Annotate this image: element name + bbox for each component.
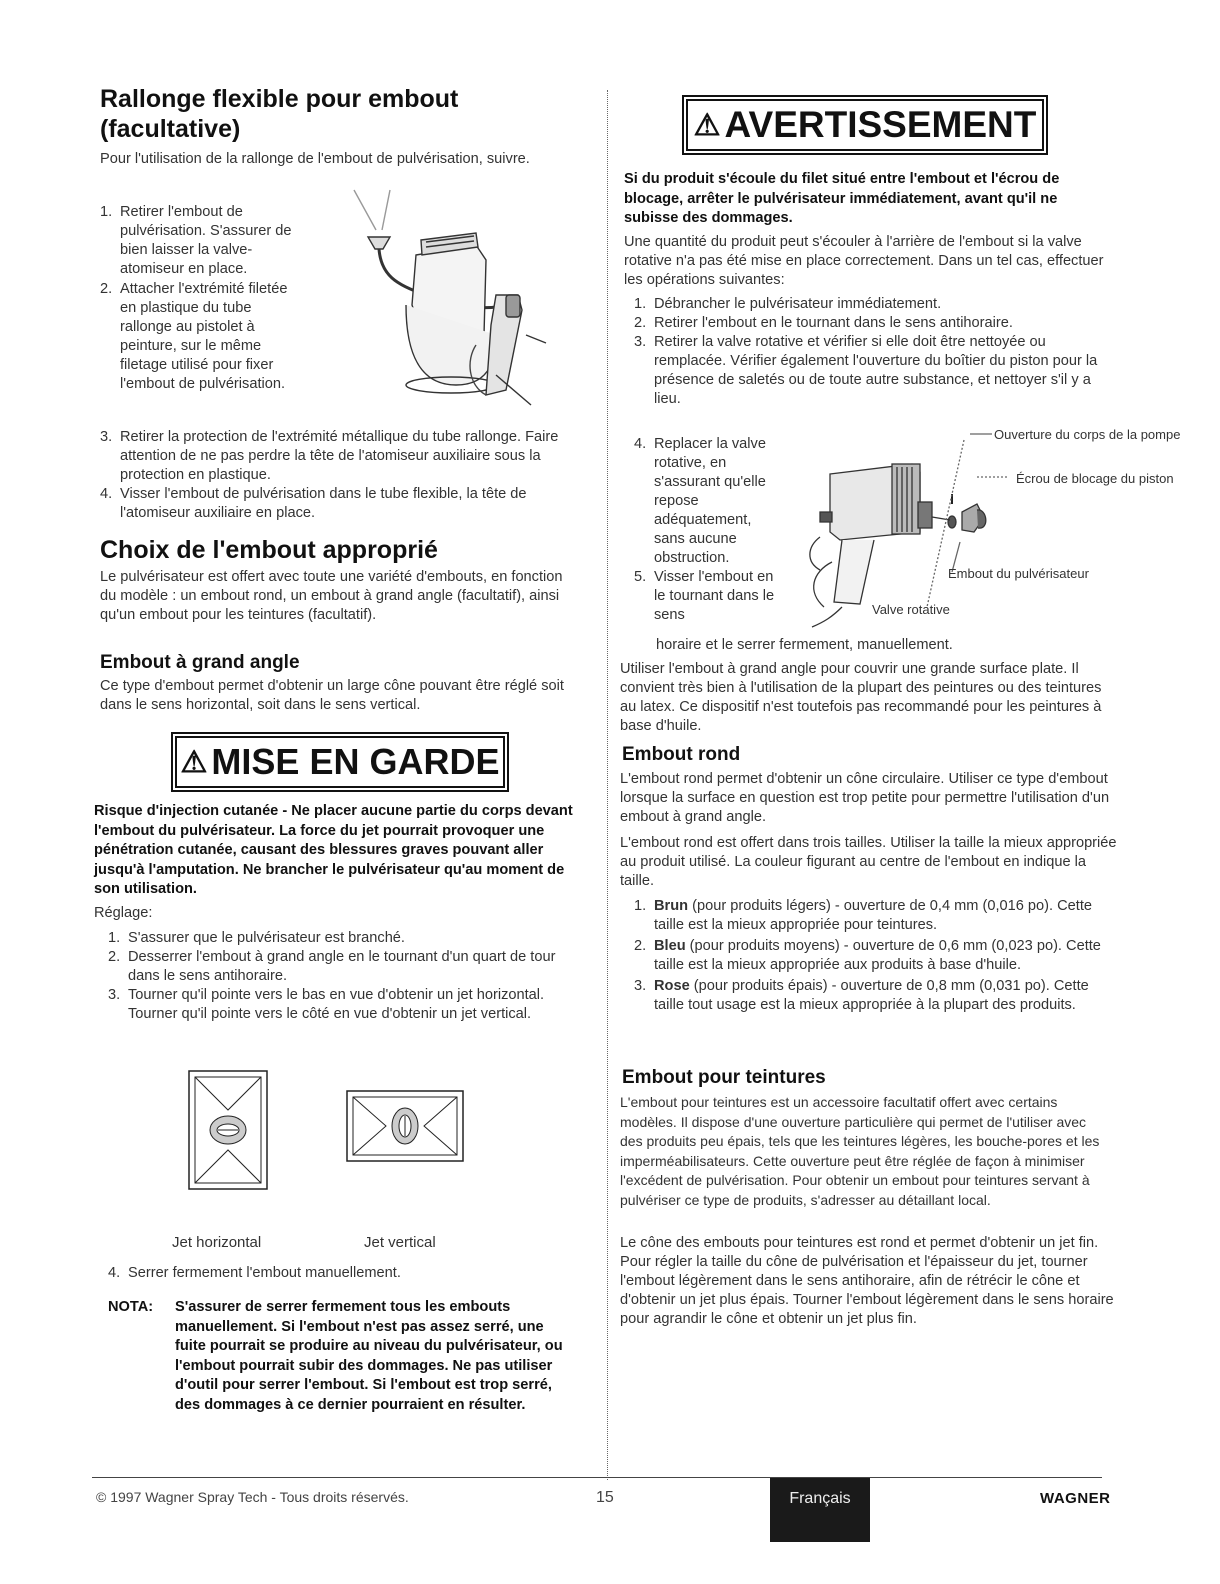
caution-label: MISE EN GARDE [211, 741, 500, 782]
column-divider [607, 90, 608, 1480]
jet-horizontal-label: Jet horizontal [172, 1234, 262, 1251]
round-tip-p1: L'embout rond permet d'obtenir un cône circulaire. Utiliser ce type d'embout lorsque la surface en question est trop petite pour permettre l'utilisation d'un embout à grand angle. [620, 771, 1110, 825]
list-item [100, 280, 332, 394]
step-number: 2. [634, 938, 647, 954]
warning-intro: Une quantité du produit peut s'écouler à l'arrière de l'embout si la valve rotative n'a pas été mise en place correctement. Dans un tel cas, effectuer les opérations suivantes: [624, 234, 1104, 288]
wide-angle-intro: Ce type d'embout permet d'obtenir un large cône pouvant être réglé soit dans le sens horizontal, soit dans le sens vertical. [100, 678, 564, 713]
list-item [634, 977, 1104, 1015]
list-item [108, 1264, 558, 1283]
valve-label: Valve rotative [872, 602, 950, 617]
step-text: Visser l'embout en le tournant dans le sens [654, 569, 775, 623]
warning-text: Si du produit s'écoule du filet situé entre l'embout et l'écrou de blocage, arrêter le pulvérisateur immédiatement, avant qu'il ne subisse des dommages. [624, 171, 1060, 226]
choose-tip-title: Choix de l'embout approprié [100, 536, 438, 564]
stain-tip-p2: Le cône des embouts pour teintures est rond et permet d'obtenir un jet fin. Pour régler la taille du cône de pulvérisation et l'épaisseur du jet, tourner l'embout légèrement dans le sens antihoraire, afin de rétrécir le cône et d'obtenir un jet plus épais. Tourner l'embout légèrement dans le sens horaire pour agrandir le cône et obtenir un jet plus fin. [620, 1235, 1114, 1327]
step-text: S'assurer que le pulvérisateur est branché. [128, 930, 405, 946]
warning-triangle-icon: ⚠ [180, 745, 208, 779]
copyright: © 1997 Wagner Spray Tech - Tous droits réservés. [96, 1489, 409, 1505]
title-line-1: Rallonge flexible pour embout [100, 85, 459, 113]
step-number: 4. [100, 486, 113, 502]
jet-vertical-diagram [346, 1090, 464, 1162]
step-text: Tourner qu'il pointe vers le bas en vue d'obtenir un jet horizontal. Tourner qu'il pointe vers le côté en vue d'obtenir un jet vertical. [128, 987, 545, 1022]
step-text: Retirer la valve rotative et vérifier si elle doit être nettoyée ou remplacée. Vérifier également l'ouverture du boîtier du piston pour la présence de saletés ou de toute autre substance, et nettoyer s'il y a lieu. [654, 334, 1098, 407]
step-text: Visser l'embout de pulvérisation dans le tube flexible, la tête de l'atomiseur auxiliaire en place. [120, 486, 527, 521]
list-item [634, 314, 1118, 333]
choose-tip-intro: Le pulvérisateur est offert avec toute une variété d'embouts, en fonction du modèle : un embout rond, un embout à grand angle (facultatif), ainsi qu'un embout pour les teintures (facultatif). [100, 569, 563, 623]
round-tip-sizes [634, 897, 1104, 1015]
note-block [108, 1298, 578, 1415]
step-text: Retirer la protection de l'extrémité métallique du tube rallonge. Faire attention de ne pas perdre la tête de l'atomiseur auxiliaire sous la protection en plastique. [120, 429, 559, 483]
list-item [634, 568, 804, 625]
reglage-steps [108, 929, 558, 1024]
list-item [100, 428, 590, 485]
step-text: Serrer fermement l'embout manuellement. [128, 1265, 401, 1281]
language-label: Français [789, 1490, 851, 1507]
note-text: S'assurer de serrer fermement tous les embouts manuellement. Si l'embout n'est pas assez serré, une fuite pourrait se produire au niveau du pulvérisateur, ou l'embout pourrait subir des dommages. Ne pas utiliser d'outil pour serrer l'embout. Si l'embout est trop serré, des dommages à ce dernier pourraient en résulter. [175, 1299, 563, 1413]
wide-angle-title: Embout à grand angle [100, 652, 300, 673]
extension-steps-wide [100, 428, 590, 523]
list-item [634, 333, 1118, 409]
step-number: 3. [100, 429, 113, 445]
stain-tip-title: Embout pour teintures [622, 1067, 826, 1088]
step-text: Replacer la valve rotative, en s'assurant qu'elle repose adéquatement, sans aucune obstruction. [654, 436, 766, 566]
list-item [634, 435, 804, 568]
page-number: 15 [596, 1489, 614, 1506]
size-text: (pour produits moyens) - ouverture de 0,6 mm (0,023 po). Cette taille est la mieux appropriée aux produits à base d'huile. [654, 938, 1101, 973]
list-item [108, 986, 558, 1024]
lock-nut-label: Écrou de blocage du piston [1016, 471, 1174, 486]
stain-tip-p1: L'embout pour teintures est un accessoire facultatif offert avec certains modèles. Il dispose d'une ouverture particulière qui permet de l'utiliser avec des produits peu épais, tels que les teintures légères, les bouche-pores et les imperméabilisateurs. Cette ouverture peut être réglée de façon à minimiser l'excédent de pulvérisation. Pour obtenir un embout pour teintures servant à pulvériser ce type de produits, s'adresser au détaillant local. [620, 1094, 1100, 1208]
list-item [100, 203, 332, 279]
step-text: Retirer l'embout en le tournant dans le sens antihoraire. [654, 315, 1013, 331]
language-tab [770, 1478, 870, 1542]
step-number: 3. [634, 334, 647, 350]
step-number: 1. [634, 898, 647, 914]
step-number: 3. [634, 978, 647, 994]
warning-steps [634, 295, 1118, 409]
step-number: 1. [108, 930, 121, 946]
step-number: 5. [634, 569, 647, 585]
round-tip-p2: L'embout rond est offert dans trois tailles. Utiliser la taille la mieux appropriée au produit utilisé. La couleur figurant au centre de l'embout en indique la taille. [620, 835, 1117, 889]
size-text: (pour produits épais) - ouverture de 0,8 mm (0,031 po). Cette taille tout usage est la mieux appropriée à la plupart des produits. [654, 978, 1089, 1013]
warning-label: AVERTISSEMENT [724, 104, 1037, 145]
jet-vertical-label: Jet vertical [364, 1234, 436, 1251]
reglage-label: Réglage: [94, 905, 153, 921]
size-name: Brun [654, 898, 689, 914]
size-text: (pour produits légers) - ouverture de 0,4 mm (0,016 po). Cette taille est la mieux appropriée pour teintures. [654, 898, 1093, 933]
step-four [108, 1264, 558, 1283]
section-title-extension [100, 84, 590, 144]
caution-box [171, 732, 509, 792]
list-item [634, 937, 1104, 975]
list-item [100, 485, 590, 523]
extension-hose-illustration [346, 185, 581, 410]
note-label: NOTA: [108, 1299, 154, 1315]
step-number: 3. [108, 987, 121, 1003]
step-text: Attacher l'extrémité filetée en plastique du tube rallonge au pistolet à peinture, sur le même filetage utilisé pour fixer l'embout de pulvérisation. [120, 281, 288, 392]
step-text: Retirer l'embout de pulvérisation. S'assurer de bien laisser la valve-atomiseur en place. [120, 204, 292, 277]
wagner-logo: WAGNER [1040, 1490, 1111, 1507]
step-number: 2. [100, 281, 113, 297]
list-item [108, 948, 558, 986]
size-name: Bleu [654, 938, 686, 954]
title-line-2: (facultative) [100, 115, 241, 143]
size-name: Rose [654, 978, 690, 994]
footer-rule [92, 1477, 1102, 1478]
step-text: Desserrer l'embout à grand angle en le tournant d'un quart de tour dans le sens antihoraire. [128, 949, 556, 984]
list-item [634, 897, 1104, 935]
step-number: 4. [634, 436, 647, 452]
step-number: 1. [634, 296, 647, 312]
list-item [634, 295, 1118, 314]
list-item [108, 929, 558, 948]
step-number: 4. [108, 1265, 121, 1281]
step-number: 2. [634, 315, 647, 331]
jet-horizontal-diagram [188, 1070, 268, 1190]
caution-text: Risque d'injection cutanée - Ne placer aucune partie du corps devant l'embout du pulvérisateur. La force du jet pourrait provoquer une pénétration cutanée, causant des blessures graves pouvant aller jusqu'à l'amputation. Ne brancher le pulvérisateur qu'au moment de son utilisation. [94, 803, 573, 897]
warning-box [682, 95, 1048, 155]
warning-triangle-icon: ⚠ [693, 108, 721, 142]
tip-label: Embout du pulvérisateur [948, 566, 1089, 581]
warning-steps-narrow [634, 435, 804, 625]
rotary-valve-diagram [802, 422, 1181, 632]
step5-continuation: horaire et le serrer fermement, manuellement. [656, 637, 953, 653]
extension-steps-narrow [100, 203, 332, 394]
wide-angle-usage: Utiliser l'embout à grand angle pour couvrir une grande surface plate. Il convient très bien à l'utilisation de la plupart des peintures ou des teintures au latex. Ce dispositif n'est toutefois pas recommandé pour les peintures à base d'huile. [620, 661, 1102, 734]
step-text: Débrancher le pulvérisateur immédiatement. [654, 296, 942, 312]
step-number: 2. [108, 949, 121, 965]
pump-opening-label: Ouverture du corps de la pompe [994, 427, 1181, 442]
round-tip-title: Embout rond [622, 744, 741, 765]
step-number: 1. [100, 204, 113, 220]
extension-intro: Pour l'utilisation de la rallonge de l'embout de pulvérisation, suivre. [100, 151, 530, 167]
